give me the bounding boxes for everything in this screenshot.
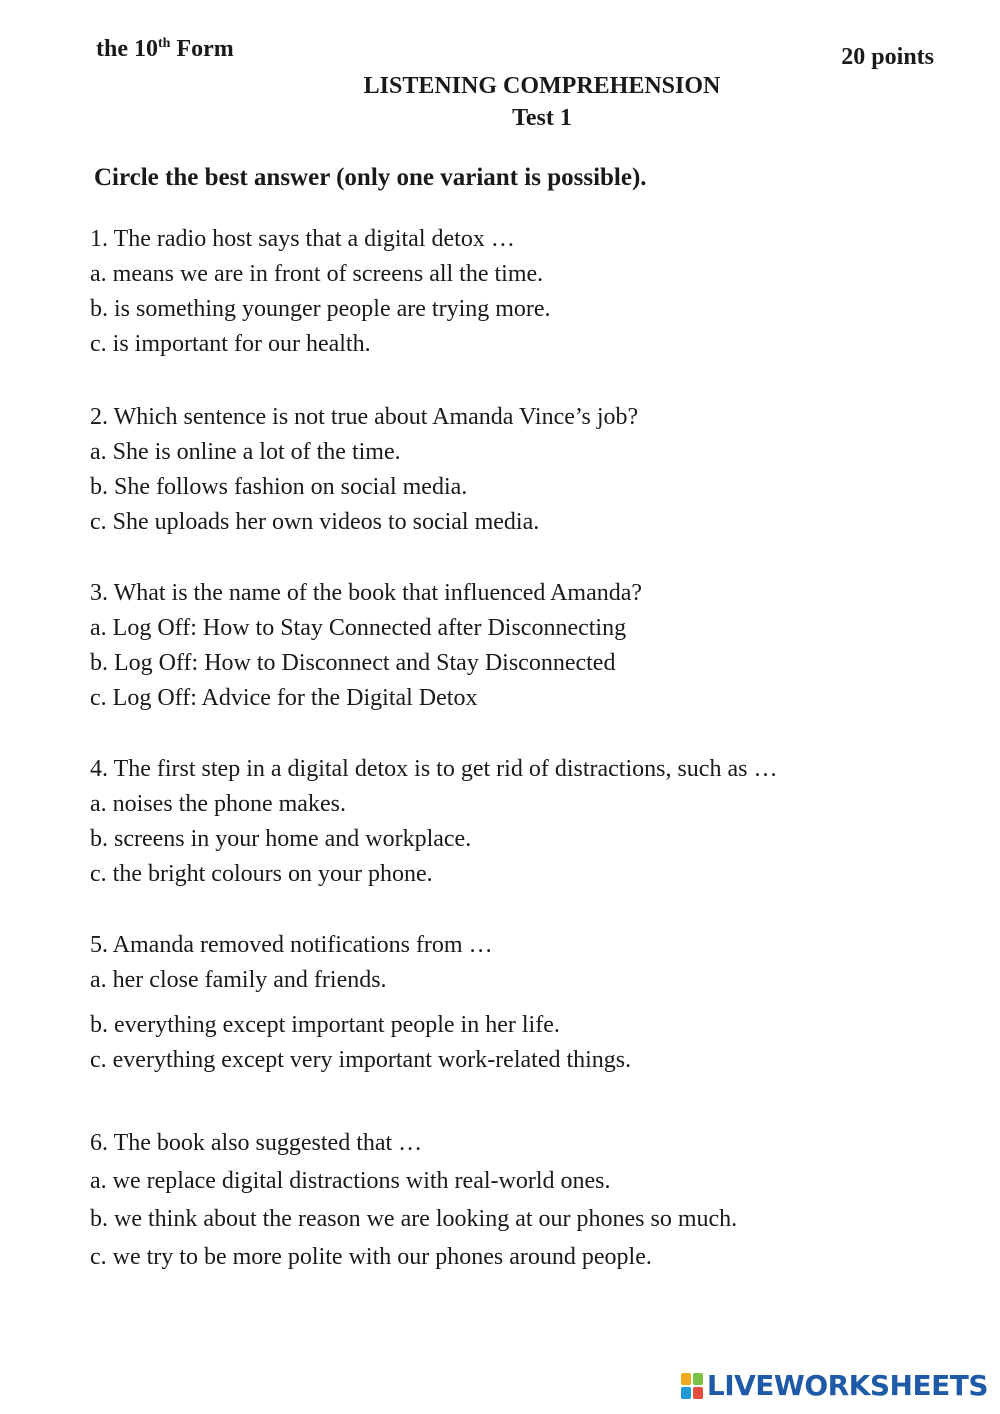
logo-square-1	[681, 1373, 691, 1385]
question-1	[90, 222, 950, 362]
question-2	[90, 400, 950, 540]
form-label: the 10th Form	[96, 36, 234, 62]
test-title	[0, 70, 1000, 134]
answer-option-c[interactable]: c. is important for our health.	[90, 331, 371, 357]
answer-option-a[interactable]: a. means we are in front of screens all the time.	[90, 261, 544, 287]
answer-option-a[interactable]: a. her close family and friends.	[90, 967, 387, 993]
answer-option-c[interactable]: c. we try to be more polite with our phones around people.	[90, 1244, 652, 1270]
question-stem: 5. Amanda removed notifications from …	[90, 932, 493, 958]
answer-option-c[interactable]: c. She uploads her own videos to social media.	[90, 509, 540, 535]
answer-option-b[interactable]: b. Log Off: How to Disconnect and Stay Disconnected	[90, 650, 616, 676]
answer-option-a[interactable]: a. noises the phone makes.	[90, 791, 346, 817]
logo-text: LIVEWORKSHEETS	[706, 1369, 988, 1402]
question-stem: 4. The first step in a digital detox is to get rid of distractions, such as …	[90, 756, 778, 782]
answer-option-b[interactable]: b. She follows fashion on social media.	[90, 474, 468, 500]
question-4	[90, 752, 950, 892]
answer-option-b[interactable]: b. everything except important people in her life.	[90, 1012, 560, 1038]
answer-option-c[interactable]: c. everything except very important work-related things.	[90, 1047, 632, 1073]
answer-option-b[interactable]: b. screens in your home and workplace.	[90, 826, 472, 852]
answer-option-b[interactable]: b. we think about the reason we are looking at our phones so much.	[90, 1206, 738, 1232]
title-main: LISTENING COMPREHENSION	[363, 73, 721, 99]
liveworksheets-logo-icon	[681, 1373, 703, 1399]
points-label: 20 points	[841, 44, 934, 70]
answer-option-a[interactable]: a. She is online a lot of the time.	[90, 439, 401, 465]
answer-option-a[interactable]: a. we replace digital distractions with real-world ones.	[90, 1168, 611, 1194]
logo-square-2	[693, 1373, 703, 1385]
question-stem: 1. The radio host says that a digital detox …	[90, 226, 515, 252]
answer-option-a[interactable]: a. Log Off: How to Stay Connected after Disconnecting	[90, 615, 627, 641]
question-stem: 3. What is the name of the book that influenced Amanda?	[90, 580, 643, 606]
question-stem: 2. Which sentence is not true about Amanda Vince’s job?	[90, 404, 639, 430]
instruction: Circle the best answer (only one variant is possible).	[94, 164, 647, 191]
question-stem: 6. The book also suggested that …	[90, 1130, 423, 1156]
answer-option-b[interactable]: b. is something younger people are trying more.	[90, 296, 551, 322]
question-5	[90, 928, 950, 1078]
question-6	[90, 1124, 950, 1276]
logo-square-3	[681, 1387, 691, 1399]
title-sub: Test 1	[512, 105, 572, 131]
logo-square-4	[693, 1387, 703, 1399]
answer-option-c[interactable]: c. Log Off: Advice for the Digital Detox	[90, 685, 478, 711]
question-3	[90, 576, 950, 716]
answer-option-c[interactable]: c. the bright colours on your phone.	[90, 861, 433, 887]
liveworksheets-logo[interactable]	[681, 1369, 988, 1402]
